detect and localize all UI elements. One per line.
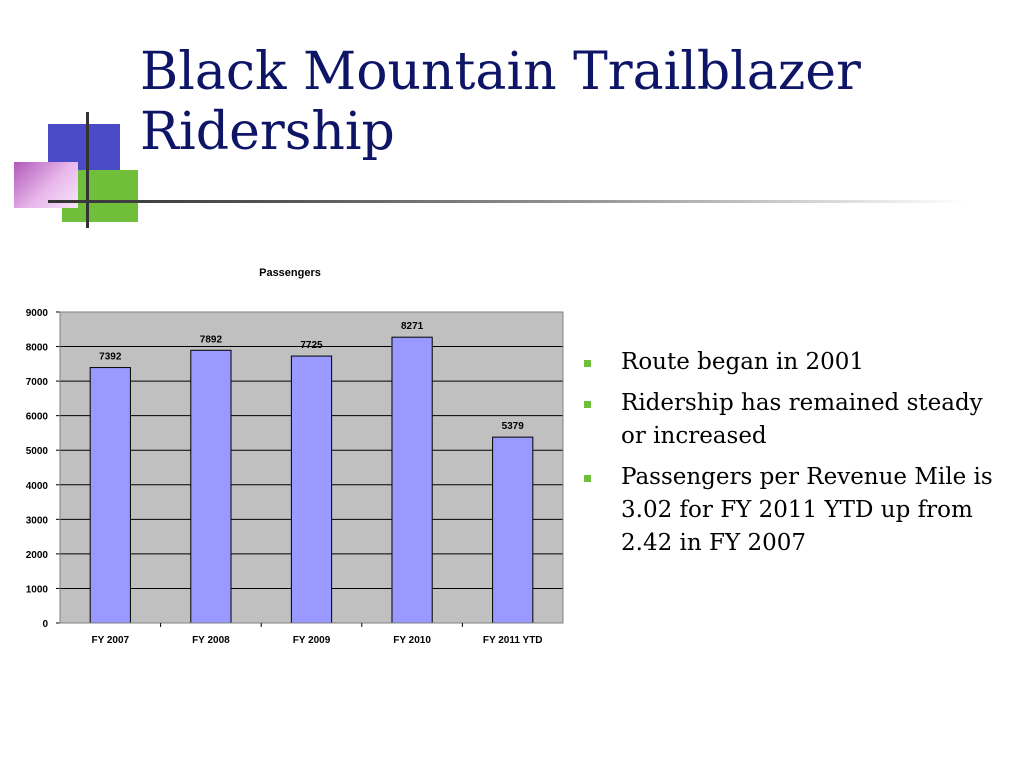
title-underline: [48, 200, 968, 203]
bullet-item: [584, 461, 1004, 560]
vertical-rule: [86, 112, 89, 228]
bullet-text: Ridership has remained steady or increased: [621, 390, 983, 449]
passengers-bar-chart: [0, 255, 580, 655]
bullet-square-icon: [584, 360, 591, 367]
slide-title: Black Mountain Trailblazer Ridership: [140, 42, 861, 162]
y-tick-label: 6000: [25, 411, 48, 423]
y-tick-label: 8000: [25, 342, 48, 354]
y-tick-label: 1000: [25, 584, 48, 596]
y-tick-label: 0: [42, 619, 48, 630]
chart-title: Passengers: [259, 267, 321, 279]
x-axis-tick-labels: [91, 635, 542, 646]
x-tick-label: FY 2007: [91, 635, 130, 646]
data-label: 7392: [99, 351, 122, 363]
bullet-item: [584, 387, 1004, 453]
bullet-item: [584, 346, 1004, 379]
decorative-squares: [0, 0, 140, 230]
y-tick-label: 7000: [25, 377, 48, 389]
bar: [291, 356, 331, 623]
y-tick-label: 2000: [25, 549, 48, 561]
data-label: 7892: [199, 334, 223, 346]
bullet-square-icon: [584, 475, 591, 482]
x-tick-label: FY 2009: [292, 635, 331, 646]
x-tick-label: FY 2011 YTD: [482, 635, 543, 646]
y-tick-label: 5000: [25, 446, 48, 458]
data-label: 8271: [400, 321, 424, 333]
y-tick-label: 3000: [25, 515, 48, 527]
y-tick-label: 4000: [25, 480, 48, 492]
data-label: 7725: [300, 340, 323, 352]
bar: [90, 368, 130, 623]
y-tick-label: 9000: [25, 308, 48, 319]
bullet-square-icon: [584, 401, 591, 408]
bullet-list: [584, 346, 1004, 568]
bar: [191, 350, 231, 623]
bar: [493, 437, 533, 623]
x-tick-label: FY 2010: [393, 635, 431, 646]
x-tick-label: FY 2008: [192, 635, 230, 646]
bar: [392, 337, 432, 623]
y-axis-tick-labels: [26, 308, 49, 630]
bullet-text: Passengers per Revenue Mile is 3.02 for FY 2011 YTD up from 2.42 in FY 2007: [621, 464, 993, 556]
data-label: 5379: [501, 421, 524, 433]
bullet-text: Route began in 2001: [621, 349, 865, 375]
